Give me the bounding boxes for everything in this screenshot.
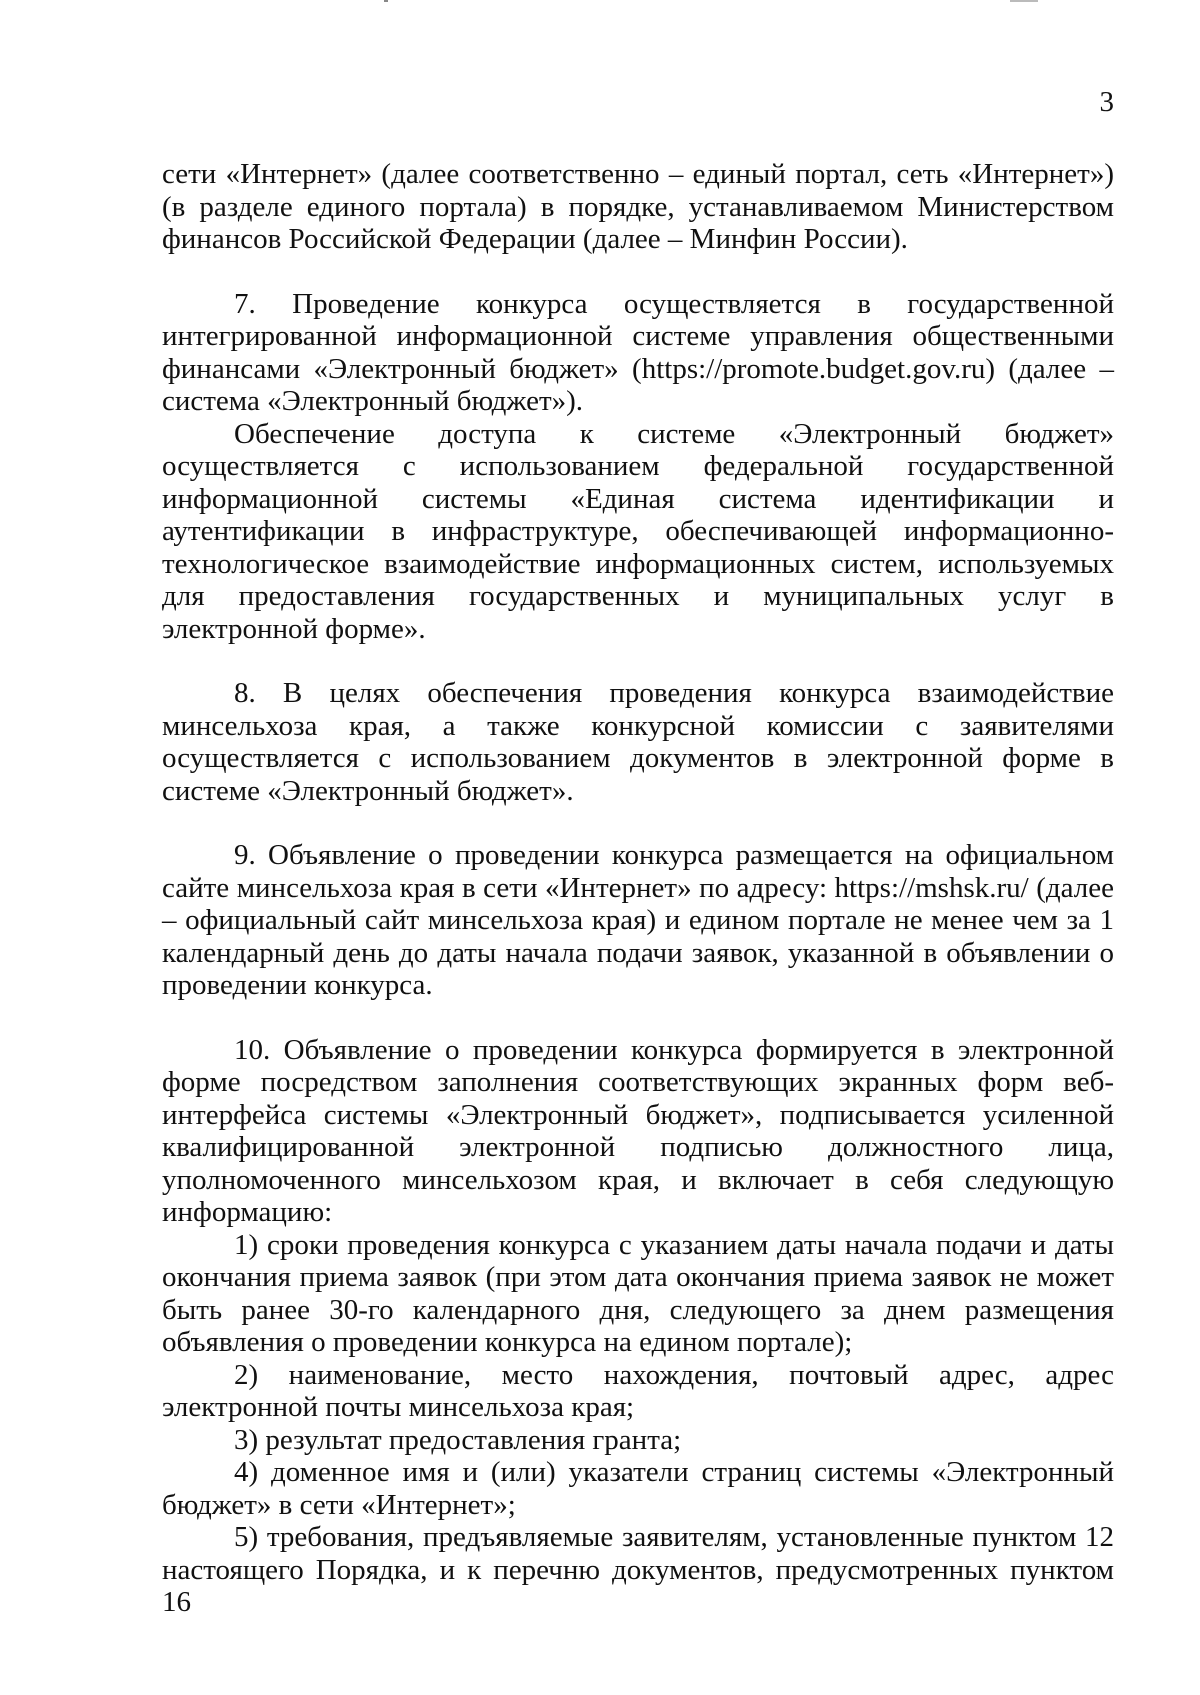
document-body bbox=[162, 158, 1114, 1619]
subitem-1: 1) сроки проведения конкурса с указанием даты начала подачи и даты окончания приема заявок (при этом дата окончания приема заявок не может быть ранее 30-го календарного дня, следующего за днем размещения объявления о проведении конкурса на едином портале); bbox=[162, 1228, 1114, 1358]
subitem-3: 3) результат предоставления гранта; bbox=[234, 1423, 682, 1456]
paragraph-item-9: 9. Объявление о проведении конкурса размещается на официальном сайте минсельхоза края в сети «Интернет» по адресу: https://mshsk.ru/ (далее – официальный сайт минсельхоза края) и едином портале не менее чем за 1 календарный день до даты начала подачи заявок, указанной в объявлении о проведении конкурса. bbox=[162, 839, 1114, 1001]
paragraph-item-7-access: Обеспечение доступа к системе «Электронный бюджет» осуществляется с использованием федеральной государственной информационной системы «Единая система идентификации и аутентификации в инфраструктуре, обеспечивающей информационно-технологическое взаимодействие информационных систем, используемых для предоставления государственных и муниципальных услуг в электронной форме». bbox=[162, 417, 1114, 645]
subitem-2: 2) наименование, место нахождения, почтовый адрес, адрес электронной почты минсельхоза края; bbox=[162, 1358, 1114, 1423]
paragraph-item-8: 8. В целях обеспечения проведения конкурса взаимодействие минсельхоза края, а также конкурсной комиссии с заявителями осуществляется с использованием документов в электронной форме в системе «Электронный бюджет». bbox=[162, 677, 1114, 807]
scan-mark-left bbox=[384, 0, 388, 2]
paragraph-item-7: 7. Проведение конкурса осуществляется в государственной интегрированной информационной системе управления общественными финансами «Электронный бюджет» (https://promote.budget.gov.ru) (далее – система «Электронный бюджет»). bbox=[162, 287, 1114, 417]
paragraph-continuation: сети «Интернет» (далее соответственно – единый портал, сеть «Интернет») (в разделе единого портала) в порядке, устанавливаемом Министерством финансов Российской Федерации (далее – Минфин России). bbox=[162, 158, 1114, 255]
page-number: 3 bbox=[1099, 86, 1114, 118]
subitem-5: 5) требования, предъявляемые заявителям, установленные пунктом 12 настоящего Порядка, и к перечню документов, предусмотренных пунктом 16 bbox=[162, 1521, 1114, 1618]
paragraph-item-10: 10. Объявление о проведении конкурса формируется в электронной форме посредством заполнения соответствующих экранных форм веб-интерфейса системы «Электронный бюджет», подписывается усиленной квалифицированной электронной подписью должностного лица, уполномоченного минсельхозом края, и включает в себя следующую информацию: bbox=[162, 1033, 1114, 1228]
scan-mark-right bbox=[1010, 0, 1038, 2]
subitem-4: 4) доменное имя и (или) указатели страниц системы «Электронный бюджет» в сети «Интернет»; bbox=[162, 1456, 1114, 1521]
